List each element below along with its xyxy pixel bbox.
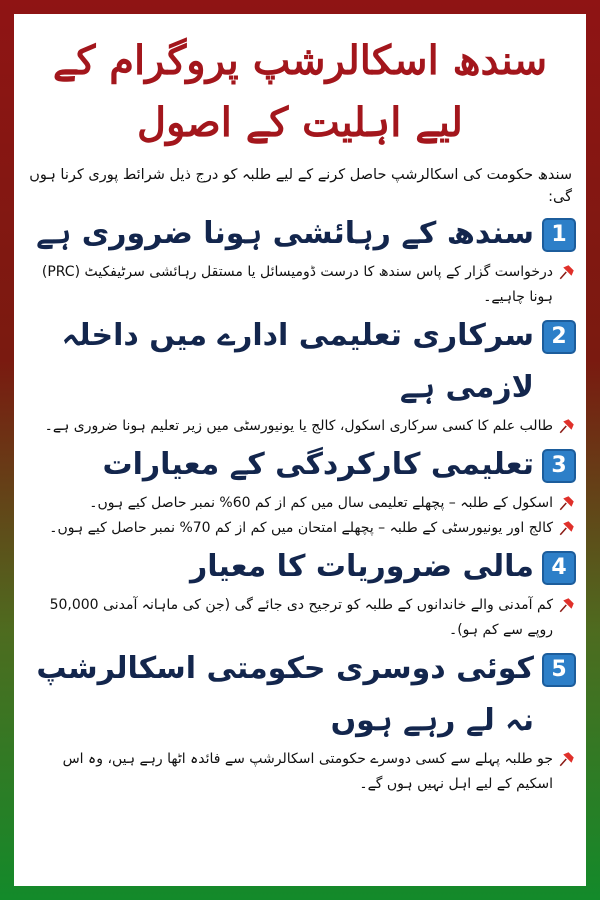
bullet-item bbox=[26, 414, 576, 439]
section-heading-text: مالی ضروریات کا معیار bbox=[189, 549, 534, 584]
section-heading bbox=[26, 541, 576, 593]
section-2 bbox=[26, 310, 576, 439]
bullet-item bbox=[26, 516, 576, 541]
section-heading-text: کوئی دوسری حکومتی اسکالرشپ نہ لے رہے ہوں bbox=[36, 651, 534, 738]
section-heading bbox=[26, 310, 576, 414]
bullet-item bbox=[26, 491, 576, 516]
section-3 bbox=[26, 439, 576, 541]
bullet-text: کالج اور یونیورسٹی کے طلبہ – پچھلے امتحان میں کم از کم 70% نمبر حاصل کیے ہوں۔ bbox=[49, 520, 553, 536]
section-heading-text: سرکاری تعلیمی ادارے میں داخلہ لازمی ہے bbox=[61, 318, 534, 405]
poster-title: سندھ اسکالرشپ پروگرام کے لیے اہلیت کے اصول bbox=[52, 37, 548, 146]
poster-content bbox=[14, 14, 586, 886]
pushpin-icon bbox=[558, 415, 576, 437]
bullet-item bbox=[26, 593, 576, 643]
number-badge: 2 bbox=[542, 320, 576, 354]
section-heading bbox=[26, 643, 576, 747]
section-4 bbox=[26, 541, 576, 643]
pushpin-icon bbox=[558, 594, 576, 616]
bullet-text: اسکول کے طلبہ – پچھلے تعلیمی سال میں کم از کم 60% نمبر حاصل کیے ہوں۔ bbox=[89, 495, 553, 511]
number-badge: 1 bbox=[542, 218, 576, 252]
bullet-text: طالب علم کا کسی سرکاری اسکول، کالج یا یونیورسٹی میں زیر تعلیم ہونا ضروری ہے۔ bbox=[44, 418, 553, 434]
pushpin-icon bbox=[558, 261, 576, 283]
bullet-item bbox=[26, 747, 576, 797]
bullet-text: جو طلبہ پہلے سے کسی دوسرے حکومتی اسکالرشپ سے فائدہ اٹھا رہے ہیں، وہ اس اسکیم کے لیے اہل نہیں ہوں گے۔ bbox=[62, 751, 553, 792]
section-5 bbox=[26, 643, 576, 797]
section-heading-text: تعلیمی کارکردگی کے معیارات bbox=[102, 447, 534, 482]
bullet-text: کم آمدنی والے خاندانوں کے طلبہ کو ترجیح دی جائے گی (جن کی ماہانہ آمدنی 50,000 روپے سے کم ہو)۔ bbox=[49, 597, 553, 638]
section-heading bbox=[26, 208, 576, 260]
section-1 bbox=[26, 208, 576, 310]
bullet-text: درخواست گزار کے پاس سندھ کا درست ڈومیسائل یا مستقل رہائشی سرٹیفکیٹ (PRC) ہونا چاہیے۔ bbox=[41, 264, 553, 305]
pushpin-icon bbox=[558, 748, 576, 770]
pushpin-icon bbox=[558, 492, 576, 514]
intro-text: سندھ حکومت کی اسکالرشپ حاصل کرنے کے لیے طلبہ کو درج ذیل شرائط پوری کرنا ہوں گی: bbox=[29, 167, 572, 205]
number-badge: 3 bbox=[542, 449, 576, 483]
section-heading-text: سندھ کے رہائشی ہونا ضروری ہے bbox=[36, 216, 534, 251]
bullet-item bbox=[26, 260, 576, 310]
section-heading bbox=[26, 439, 576, 491]
number-badge: 4 bbox=[542, 551, 576, 585]
pushpin-icon bbox=[558, 517, 576, 539]
number-badge: 5 bbox=[542, 653, 576, 687]
